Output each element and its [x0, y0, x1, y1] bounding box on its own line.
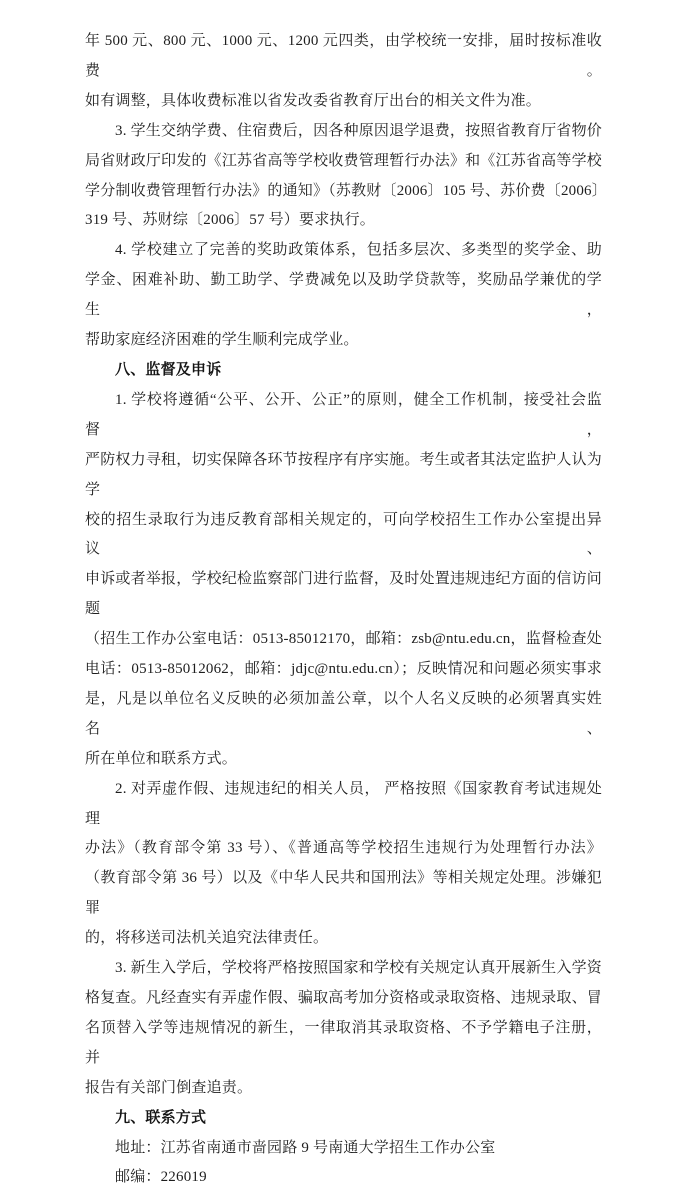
paragraph [85, 236, 602, 356]
text-line: 3. 新生入学后，学校将严格按照国家和学校有关规定认真开展新生入学资 [115, 960, 602, 977]
text-line: 邮编：226019 [115, 1169, 207, 1186]
paragraph [85, 386, 602, 775]
section-heading [85, 356, 602, 386]
section-heading-text: 八、监督及申诉 [115, 361, 222, 378]
document-body [85, 27, 607, 1193]
paragraph [85, 954, 606, 1104]
text-line: 局省财政厅印发的《江苏省高等学校收费管理暂行办法》和《江苏省高等学校 [85, 152, 602, 169]
paragraph [85, 117, 607, 237]
text-line: 申诉或者举报，学校纪检监察部门进行监督，及时处置违规违纪方面的信访问题 [85, 571, 602, 618]
text-line: 学分制收费管理暂行办法》的通知》（苏教财〔2006〕105 号、苏价费〔2006〕 [85, 182, 607, 199]
text-line: 地址：江苏省南通市啬园路 9 号南通大学招生工作办公室 [115, 1139, 496, 1156]
paragraph [85, 27, 602, 117]
text-line: 名顶替入学等违规情况的新生，一律取消其录取资格、不予学籍电子注册， 并 [85, 1019, 606, 1066]
text-line: 319 号、苏财综〔2006〕57 号）要求执行。 [85, 212, 376, 229]
text-line: 如有调整，具体收费标准以省发改委省教育厅出台的相关文件为准。 [85, 92, 542, 109]
text-line: 格复查。凡经查实有弄虚作假、骗取高考加分资格或录取资格、违规录取、冒 [85, 990, 602, 1006]
text-line: 所在单位和联系方式。 [85, 750, 238, 767]
text-line: （招生工作办公室电话：0513-85012170，邮箱：zsb@ntu.edu.cn，监督检查处 [85, 631, 602, 648]
text-line: 1. 学校将遵循“公平、公开、公正”的原则，健全工作机制，接受社会监督， [85, 391, 602, 438]
text-line: 办法》（教育部令第 33 号）、《普通高等学校招生违规行为处理暂行办法》 [85, 840, 602, 857]
text-line: 电话：0513-85012062，邮箱：jdjc@ntu.edu.cn）；反映情况和问题必须实事求 [85, 661, 602, 678]
paragraph [85, 1134, 602, 1164]
text-line: 的，将移送司法机关追究法律责任。 [85, 930, 329, 947]
text-line: 报告有关部门倒查追责。 [85, 1079, 253, 1096]
paragraph [85, 1163, 602, 1193]
paragraph [85, 775, 602, 954]
text-line: 2. 对弄虚作假、违规违纪的相关人员， 严格按照《国家教育考试违规处理 [85, 780, 602, 827]
text-line: 3. 学生交纳学费、住宿费后，因各种原因退学退费，按照省教育厅省物价 [115, 122, 602, 139]
text-line: 年 500 元、800 元、1000 元、1200 元四类，由学校统一安排，届时按标准收费。 [85, 33, 602, 79]
text-line: 是，凡是以单位名义反映的必须加盖公章，以个人名义反映的必须署真实姓名、 [85, 690, 602, 737]
text-line: 帮助家庭经济困难的学生顺利完成学业。 [85, 332, 359, 349]
text-line: 校的招生录取行为违反教育部相关规定的，可向学校招生工作办公室提出异议、 [85, 511, 602, 558]
section-heading [85, 1104, 602, 1134]
text-line: 学金、困难补助、勤工助学、学费减免以及助学贷款等，奖励品学兼优的学生， [85, 272, 602, 319]
section-heading-text: 九、联系方式 [115, 1109, 207, 1126]
text-line: （教育部令第 36 号）以及《中华人民共和国刑法》等相关规定处理。涉嫌犯罪 [85, 870, 602, 917]
text-line: 4. 学校建立了完善的奖助政策体系，包括多层次、多类型的奖学金、助 [115, 242, 602, 259]
text-line: 严防权力寻租，切实保障各环节按程序有序实施。考生或者其法定监护人认为学 [85, 451, 602, 498]
